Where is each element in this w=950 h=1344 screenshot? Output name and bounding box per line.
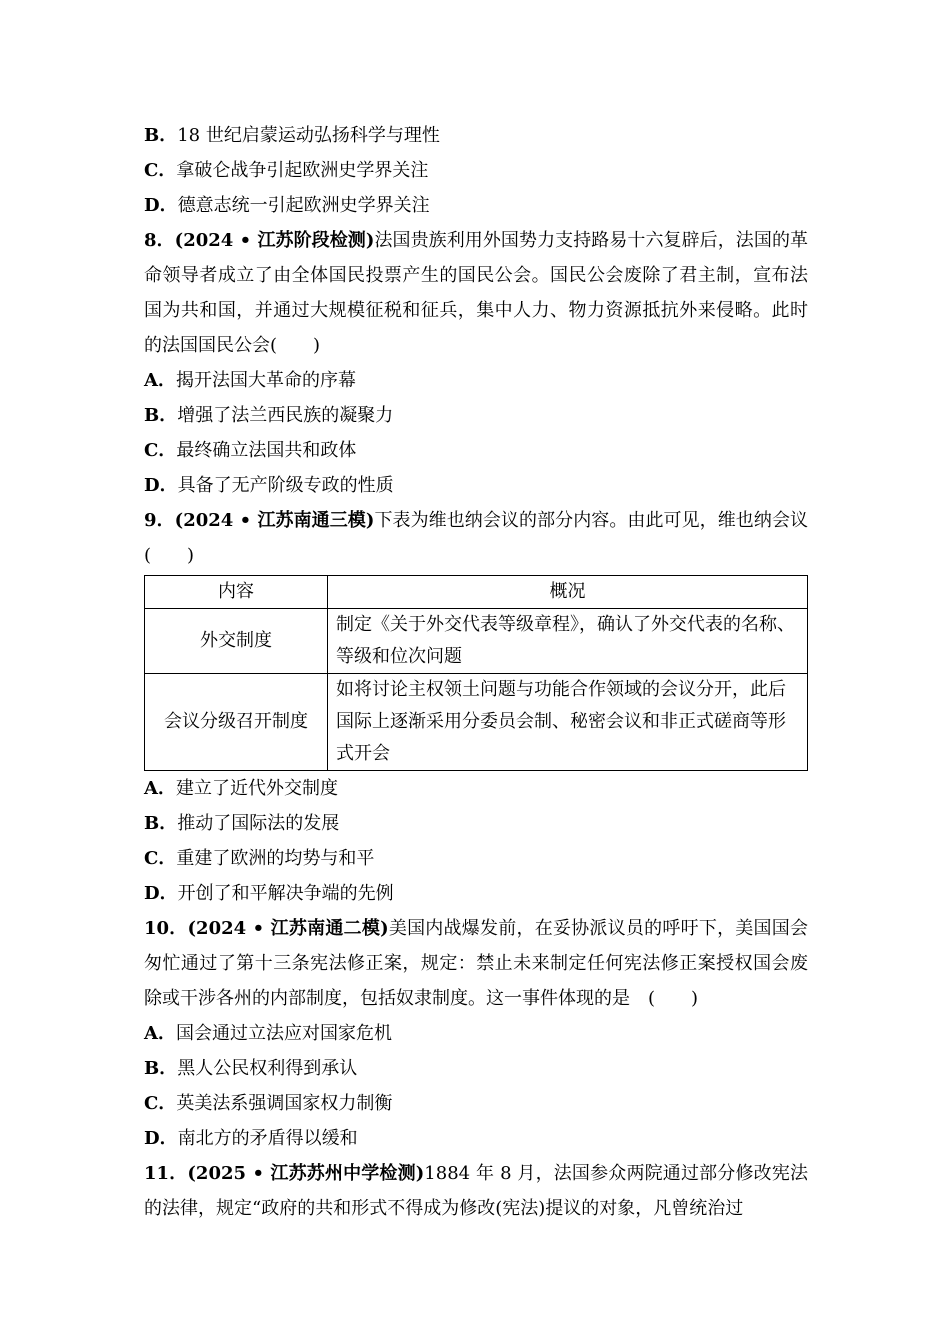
q10-number: 10． [144, 918, 188, 939]
table-cell: 外交制度 [145, 609, 328, 674]
q8-option-a[interactable]: A．揭开法国大革命的序幕 [144, 370, 356, 391]
table-row [145, 674, 808, 771]
table-header-summary: 概况 [328, 576, 808, 609]
q10-source: (2024 • 江苏南通二模) [187, 918, 389, 939]
q7-option-c[interactable]: C．拿破仑战争引起欧洲史学界关注 [144, 160, 429, 181]
q10-option-d[interactable]: D．南北方的矛盾得以缓和 [144, 1128, 358, 1149]
q11-number: 11． [144, 1163, 188, 1184]
q7-option-b[interactable]: B．18 世纪启蒙运动弘扬科学与理性 [144, 125, 440, 146]
q9-option-c[interactable]: C．重建了欧洲的均势与和平 [144, 848, 375, 869]
q10-option-c[interactable]: C．英美法系强调国家权力制衡 [144, 1093, 393, 1114]
q9-number: 9． [144, 510, 175, 531]
q9-option-d[interactable]: D．开创了和平解决争端的先例 [144, 883, 394, 904]
q10-option-b[interactable]: B．黑人公民权利得到承认 [144, 1058, 358, 1079]
table-header-content: 内容 [145, 576, 328, 609]
q11-stem: 11．(2025 • 江苏苏州中学检测)1884 年 8 月，法国参众两院通过部分修改宪法的法律，规定“政府的共和形式不得成为修改(宪法)提议的对象，凡曾统治过 [144, 1163, 808, 1219]
q8-option-b[interactable]: B．增强了法兰西民族的凝聚力 [144, 405, 394, 426]
table-cell: 制定《关于外交代表等级章程》，确认了外交代表的名称、等级和位次问题 [328, 609, 808, 674]
q7-option-d[interactable]: D．德意志统一引起欧洲史学界关注 [144, 195, 430, 216]
table-row [145, 609, 808, 674]
q8-number: 8． [144, 230, 175, 251]
q9-option-a[interactable]: A．建立了近代外交制度 [144, 778, 338, 799]
q9-stem: 9．(2024 • 江苏南通三模)下表为维也纳会议的部分内容。由此可见，维也纳会议( ) [144, 510, 809, 566]
q10-option-a[interactable]: A．国会通过立法应对国家危机 [144, 1023, 392, 1044]
document-page [144, 118, 808, 1226]
table-cell: 会议分级召开制度 [145, 674, 328, 771]
vienna-congress-table [144, 575, 808, 771]
q8-source: (2024 • 江苏阶段检测) [174, 230, 375, 251]
q8-option-c[interactable]: C．最终确立法国共和政体 [144, 440, 357, 461]
table-header-row [145, 576, 808, 609]
q11-source: (2025 • 江苏苏州中学检测) [187, 1163, 425, 1184]
q10-stem: 10．(2024 • 江苏南通二模)美国内战爆发前，在妥协派议员的呼吁下，美国国会匆忙通过了第十三条宪法修正案，规定：禁止未来制定任何宪法修正案授权国会废除或干涉各州的内部制度，包括奴隶制度。这一事件体现的是 ( ) [144, 918, 809, 1009]
q8-stem: 8．(2024 • 江苏阶段检测)法国贵族利用外国势力支持路易十六复辟后，法国的革命领导者成立了由全体国民投票产生的国民公会。国民公会废除了君主制，宣布法国为共和国，并通过大规模征税和征兵，集中人力、物力资源抵抗外来侵略。此时的法国国民公会( ) [144, 230, 809, 356]
q9-option-b[interactable]: B．推动了国际法的发展 [144, 813, 340, 834]
q9-source: (2024 • 江苏南通三模) [174, 510, 375, 531]
table-cell: 如将讨论主权领土问题与功能合作领域的会议分开，此后国际上逐渐采用分委员会制、秘密会议和非正式磋商等形式开会 [328, 674, 808, 771]
q8-option-d[interactable]: D．具备了无产阶级专政的性质 [144, 475, 394, 496]
